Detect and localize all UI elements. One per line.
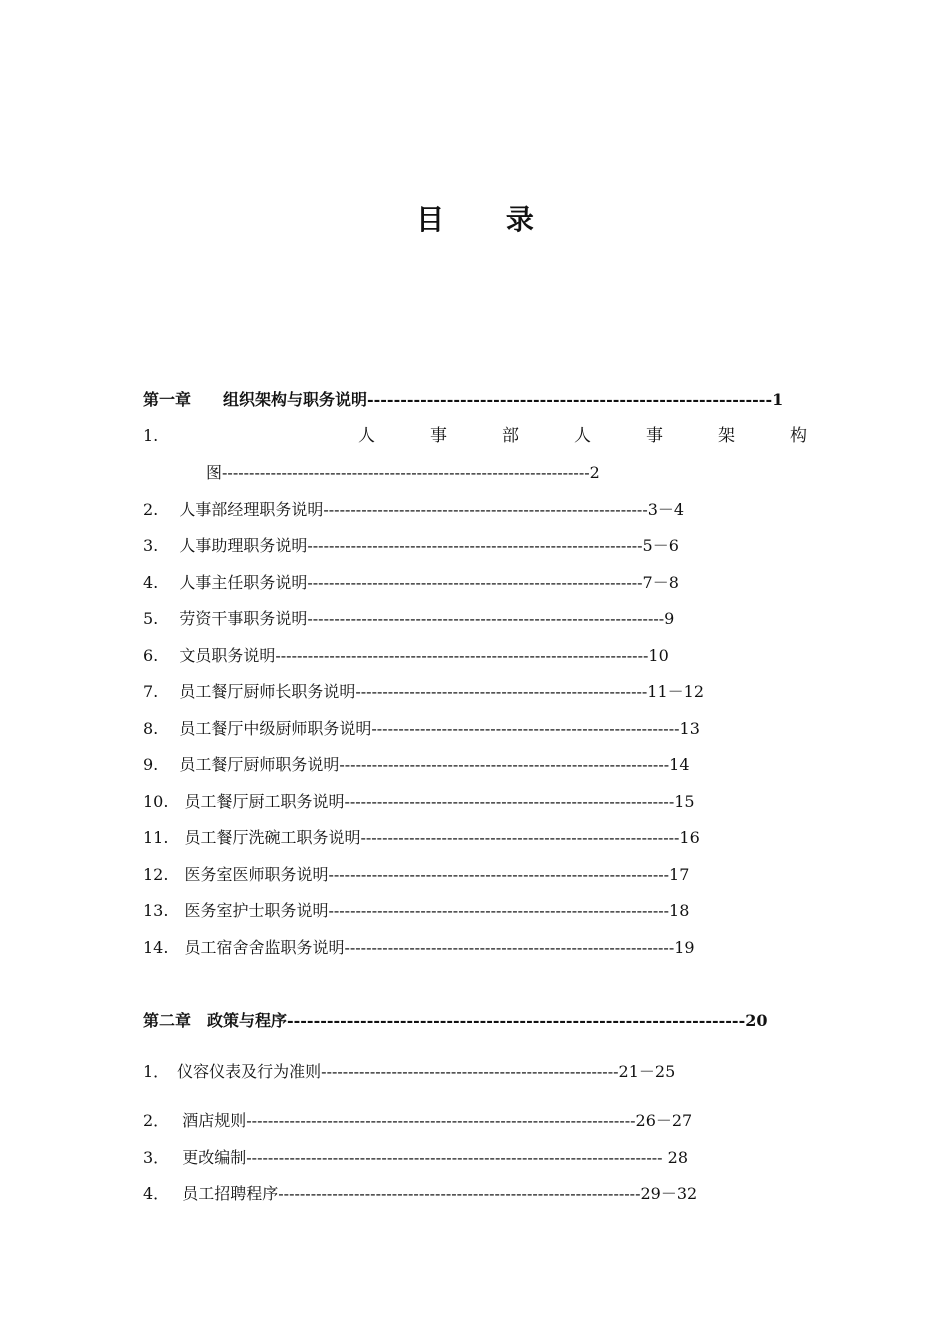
toc-item: 9. 员工餐厅厨师职务说明-------------------------------------------------------------14 — [143, 755, 690, 774]
chapter1-heading: 第一章 组织架构与职务说明-------------------------------------------------------------1 — [143, 390, 784, 409]
toc-item-1 — [143, 426, 807, 446]
toc-item-1-char: 部 — [502, 426, 519, 446]
toc-item-1-char: 架 — [718, 426, 735, 446]
toc-item: 7. 员工餐厅厨师长职务说明------------------------------------------------------11－12 — [143, 682, 705, 701]
page-title: 目 录 — [416, 203, 560, 236]
chapter2-heading: 第二章 政策与程序---------------------------------------------------------------------20 — [143, 1011, 768, 1030]
toc-item: 3． 更改编制----------------------------------------------------------------------------- 28 — [143, 1148, 688, 1167]
toc-item-1-number: 1. — [143, 426, 159, 445]
toc-item: 3. 人事助理职务说明--------------------------------------------------------------5－6 — [143, 536, 679, 555]
toc-item: 5. 劳资干事职务说明------------------------------------------------------------------9 — [143, 609, 675, 628]
toc-item: 6. 文员职务说明---------------------------------------------------------------------10 — [143, 646, 669, 665]
toc-item: 8. 员工餐厅中级厨师职务说明---------------------------------------------------------13 — [143, 719, 700, 738]
toc-item: 13. 医务室护士职务说明---------------------------------------------------------------18 — [143, 901, 690, 920]
toc-item-1-char: 人 — [358, 426, 375, 446]
toc-item: 1． 仪容仪表及行为准则-------------------------------------------------------21－25 — [143, 1062, 676, 1081]
toc-item: 2． 酒店规则------------------------------------------------------------------------26－27 — [143, 1111, 693, 1130]
toc-item: 12. 医务室医师职务说明---------------------------------------------------------------17 — [143, 865, 690, 884]
toc-item: 4. 人事主任职务说明--------------------------------------------------------------7－8 — [143, 573, 679, 592]
toc-item-1-continuation: 图--------------------------------------------------------------------2 — [206, 463, 600, 482]
toc-item-1-char: 事 — [646, 426, 663, 446]
toc-item-1-char: 构 — [790, 426, 807, 446]
toc-item: 10. 员工餐厅厨工职务说明-------------------------------------------------------------15 — [143, 792, 695, 811]
toc-item: 14. 员工宿舍舍监职务说明-------------------------------------------------------------19 — [143, 938, 695, 957]
toc-item-1-char: 人 — [574, 426, 591, 446]
toc-item: 2. 人事部经理职务说明------------------------------------------------------------3－4 — [143, 500, 685, 519]
toc-item-1-char: 事 — [430, 426, 447, 446]
toc-item: 11. 员工餐厅洗碗工职务说明-----------------------------------------------------------16 — [143, 828, 700, 847]
toc-item: 4． 员工招聘程序-------------------------------------------------------------------29－32 — [143, 1184, 698, 1203]
